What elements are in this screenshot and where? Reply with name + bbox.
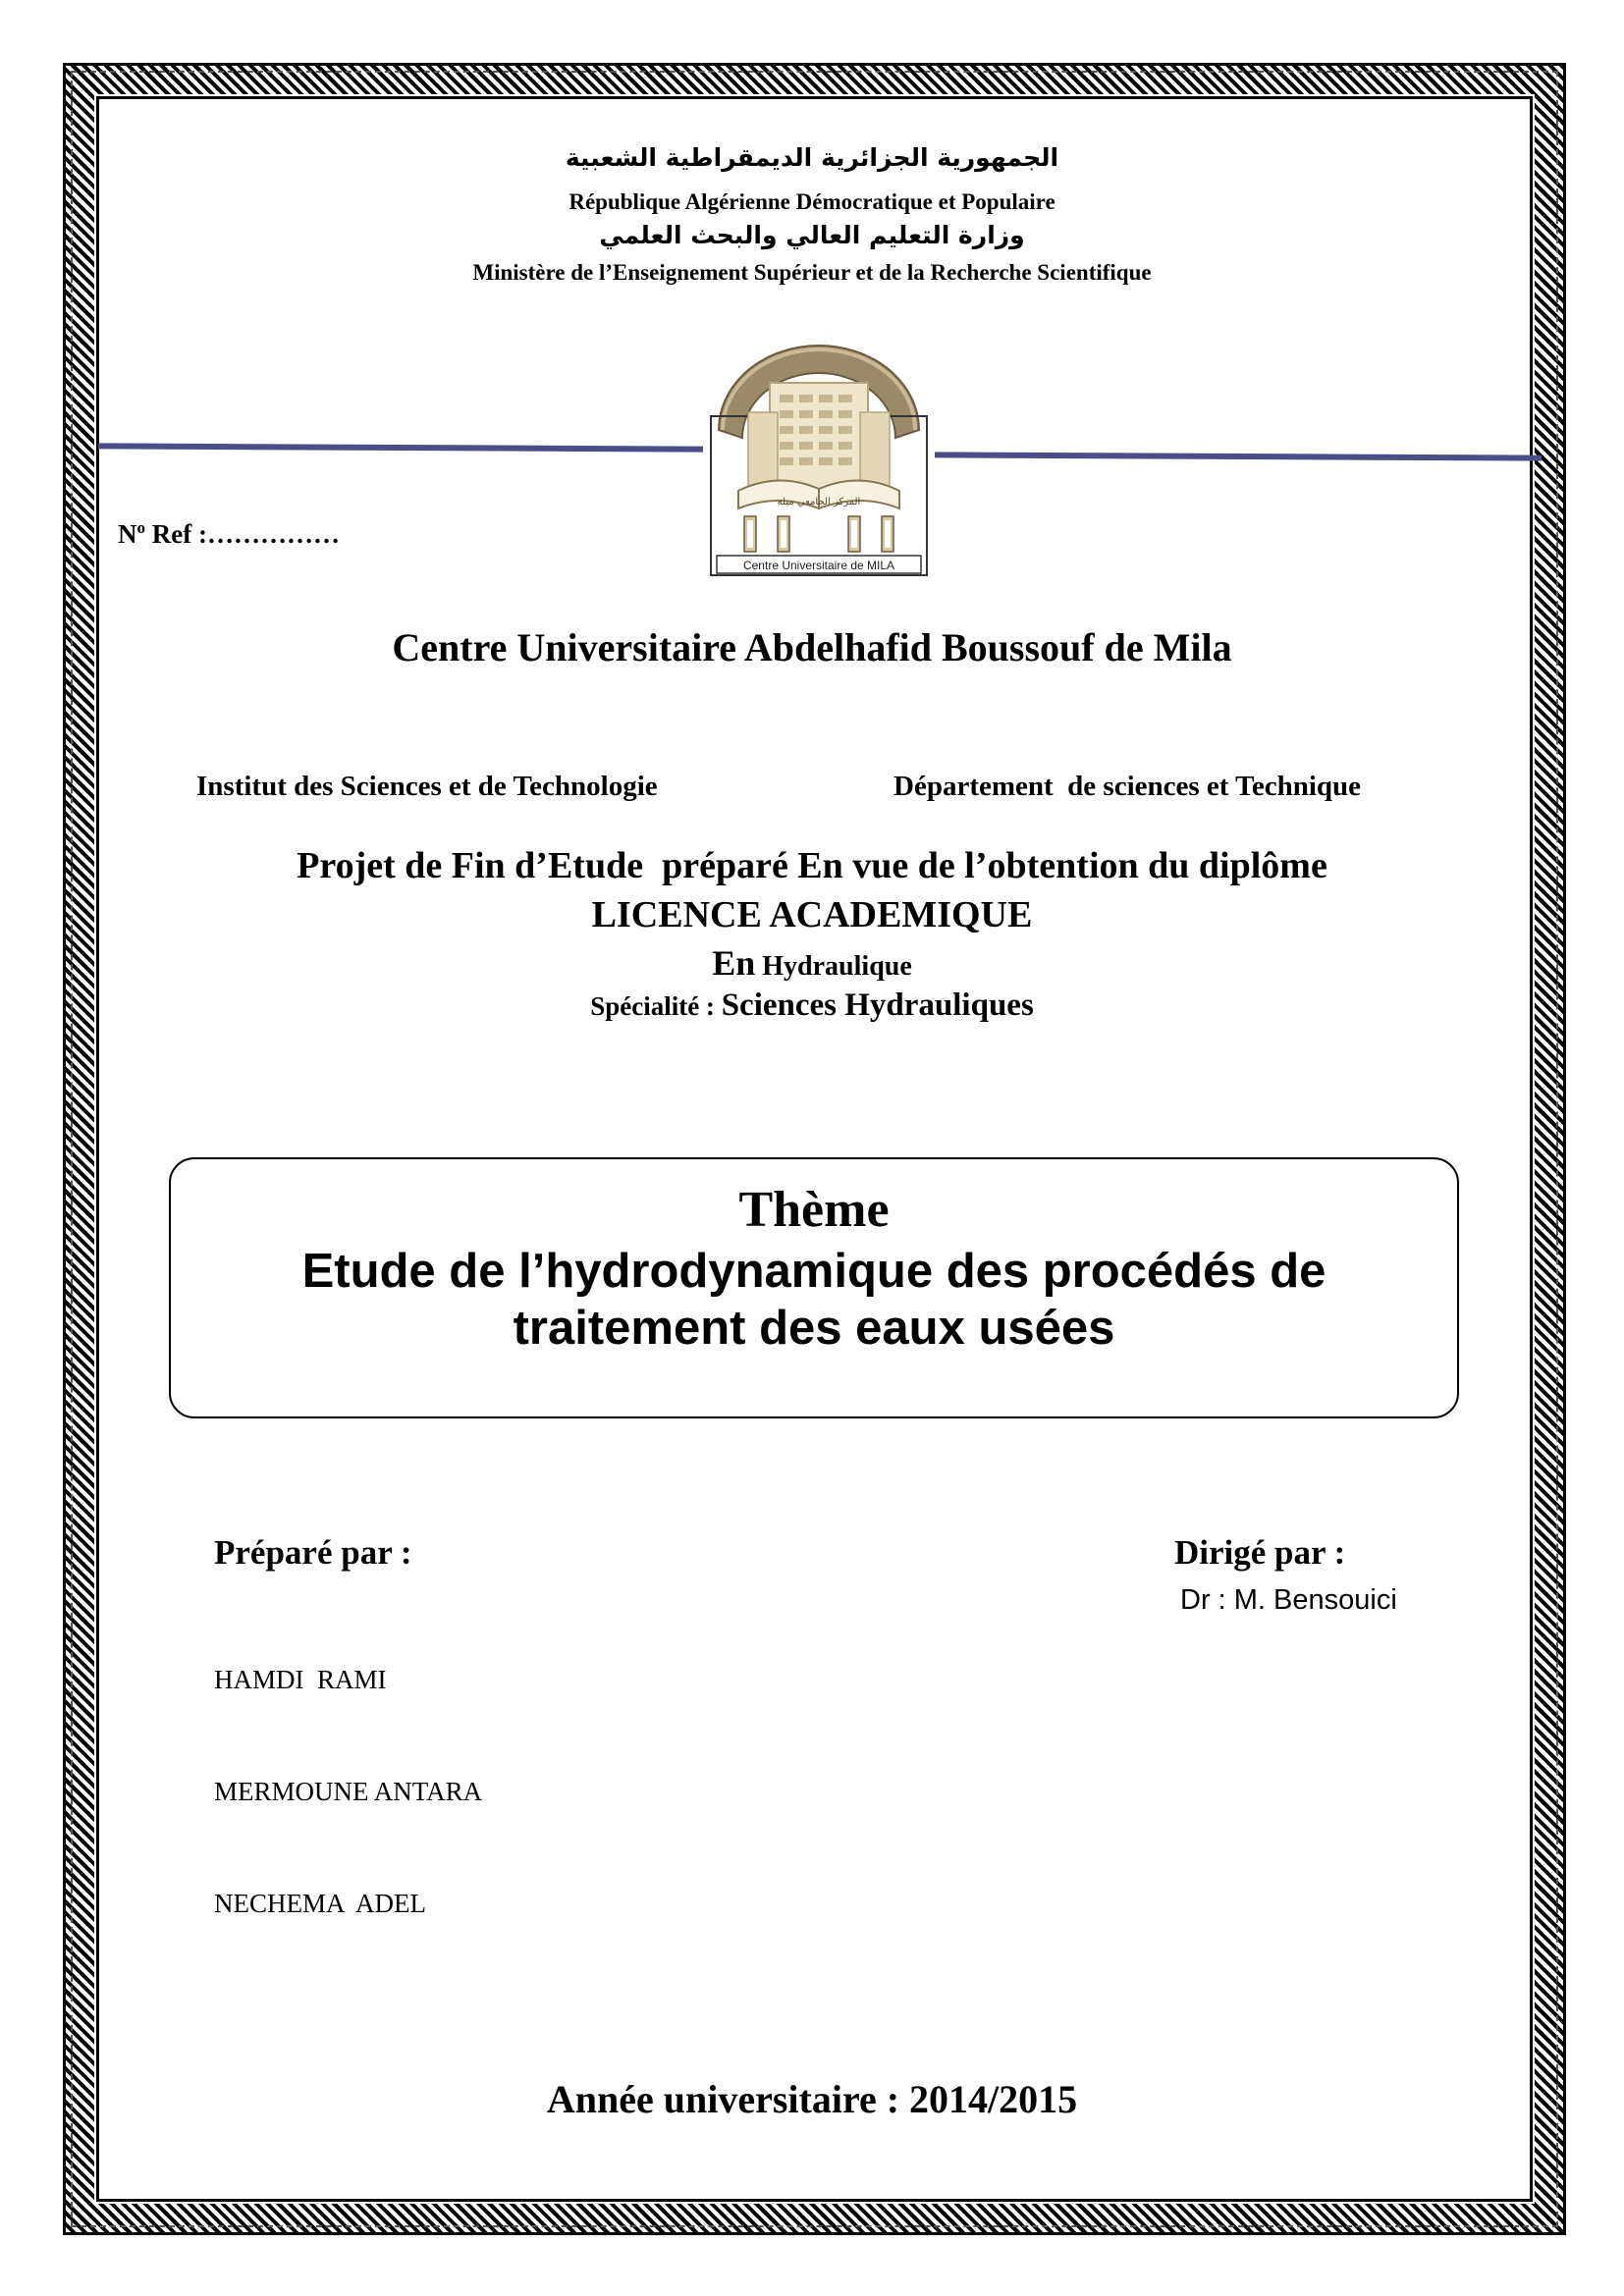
arabic-republic: الجمهورية الجزائرية الديمقراطية الشعبية <box>565 143 1059 172</box>
reference-o: o <box>136 518 145 537</box>
field-line <box>0 942 1624 984</box>
institute-name: Institut des Sciences et de Technologie <box>196 771 658 802</box>
supervisor-name: Dr : M. Bensouici <box>1180 1584 1397 1616</box>
ministry-title: Ministère de l’Enseignement Supérieur et de la Recherche Scientifique <box>472 260 1152 285</box>
student-name: HAMDI RAMI <box>214 1665 387 1694</box>
specialty-value: Sciences Hydrauliques <box>721 988 1034 1023</box>
reference-n: N <box>118 519 137 549</box>
logo-caption: Centre Universitaire de MILA <box>742 559 895 572</box>
theme-box <box>169 1157 1459 1418</box>
specialty-line <box>0 988 1624 1024</box>
specialty-label: Spécialité : <box>590 991 722 1021</box>
theme-title-line1: Etude de l’hydrodynamique des procédés de <box>301 1245 1326 1298</box>
logo-arabic-caption: المركز الجامعي ميلة <box>777 497 861 507</box>
supervised-label: Dirigé par : <box>1174 1533 1346 1572</box>
field-name: Hydraulique <box>755 951 912 982</box>
academic-year: Année universitaire : 2014/2015 <box>546 2077 1078 2121</box>
reference-label: Ref :…………… <box>145 519 340 549</box>
student-name: MERMOUNE ANTARA <box>214 1777 483 1806</box>
degree-title: LICENCE ACADEMIQUE <box>591 894 1033 935</box>
arabic-ministry: وزارة التعليم العالي والبحث العلمي <box>599 221 1025 249</box>
university-logo <box>709 344 929 577</box>
republic-title: République Algérienne Démocratique et Populaire <box>568 189 1056 214</box>
students-list <box>214 1586 482 1959</box>
theme-title-line2: traitement des eaux usées <box>513 1302 1115 1355</box>
university-name: Centre Universitaire Abdelhafid Boussouf de Mila <box>392 625 1232 669</box>
department-name: Département de sciences et Technique <box>893 771 1362 802</box>
prepared-label: Préparé par : <box>214 1533 412 1572</box>
field-en: En <box>712 943 756 983</box>
student-name: NECHEMA ADEL <box>214 1889 426 1918</box>
theme-heading: Thème <box>738 1182 890 1238</box>
reference-number <box>118 518 340 550</box>
university-logo-icon <box>709 344 929 577</box>
project-line: Projet de Fin d’Etude préparé En vue de l’obtention du diplôme <box>297 845 1327 886</box>
